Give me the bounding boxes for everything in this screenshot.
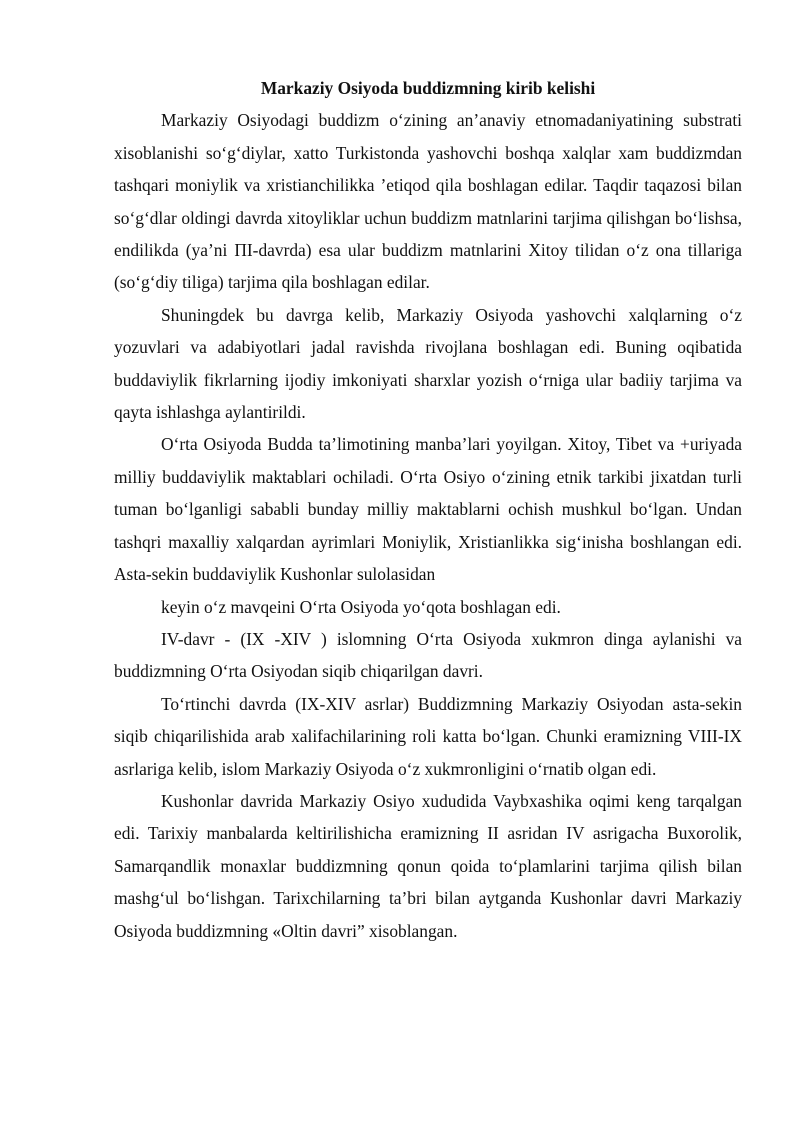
paragraph-4: keyin o‘z mavqeini O‘rta Osiyoda yo‘qota boshlagan edi.	[161, 596, 561, 617]
paragraph-2: Shuningdek bu davrga kelib, Markaziy Osiyoda yashovchi xalqlarning o‘z yozuvlari va adabiyotlari jadal ravishda rivojlana boshlagan edi. Buning oqibatida buddaviylik fikrlarning ijodiy imkoniyati sharxlar yozish o‘rniga ular badiiy tarjima va qayta ishlashga aylantirildi.	[114, 304, 742, 423]
paragraph-3: O‘rta Osiyoda Budda ta’limotining manba’lari yoyilgan. Xitoy, Tibet va +uriyada milliy buddaviylik maktablari ochiladi. O‘rta Osiyo o‘zining etnik tarkibi jixatdan turli tuman bo‘lganligi sababli bunday milliy maktablarni ochish mushkul bo‘lgan. Undan tashqri maxalliy xalqardan ayrimlari Moniylik, Xristianlikka sig‘inisha boshlangan edi. Asta-sekin buddaviylik Kushonlar sulolasidan	[114, 434, 742, 585]
document-page	[114, 72, 742, 947]
document-title: Markaziy Osiyoda buddizmning kirib kelishi	[260, 78, 596, 98]
paragraph-6: To‘rtinchi davrda (IX-XIV asrlar) Buddizmning Markaziy Osiyodan asta-sekin siqib chiqarilishida arab xalifachilarining roli katta bo‘lgan. Chunki eramizning VIII-IX asrlariga kelib, islom Markaziy Osiyoda o‘z xukmronligini o‘rnatib olgan edi.	[114, 693, 742, 779]
paragraph-7: Kushonlar davrida Markaziy Osiyo xududida Vaybxashika oqimi keng tarqalgan edi. Tarixiy manbalarda keltirilishicha eramizning II asridan IV asrigacha Buxorolik, Samarqandlik monaxlar buddizmning qonun qoida to‘plamlarini tarjima qilish bilan mashg‘ul bo‘lishgan. Tarixchilarning ta’bri bilan aytganda Kushonlar davri Markaziy Osiyoda buddizmning «Oltin davri” xisoblangan.	[114, 790, 742, 941]
paragraph-1: Markaziy Osiyodagi buddizm o‘zining an’anaviy etnomadaniyatining substrati xisoblanishi so‘g‘diylar, xatto Turkistonda yashovchi boshqa xalqlar xam buddizmdan tashqari moniylik va xristianchilikka ’etiqod qila boshlagan edilar. Taqdir taqazosi bilan so‘g‘dlar oldingi davrda xitoyliklar uchun buddizm matnlarini tarjima qilishgan bo‘lishsa, endilikda (ya’ni ΠI-davrda) esa ular buddizm matnlarini Xitoy tilidan o‘z ona tillariga (so‘g‘diy tiliga) tarjima qila boshlagan edilar.	[114, 110, 742, 293]
paragraph-5: IV-davr - (IX -XIV ) islomning O‘rta Osiyoda xukmron dinga aylanishi va buddizmning O‘rta Osiyodan siqib chiqarilgan davri.	[114, 628, 742, 682]
